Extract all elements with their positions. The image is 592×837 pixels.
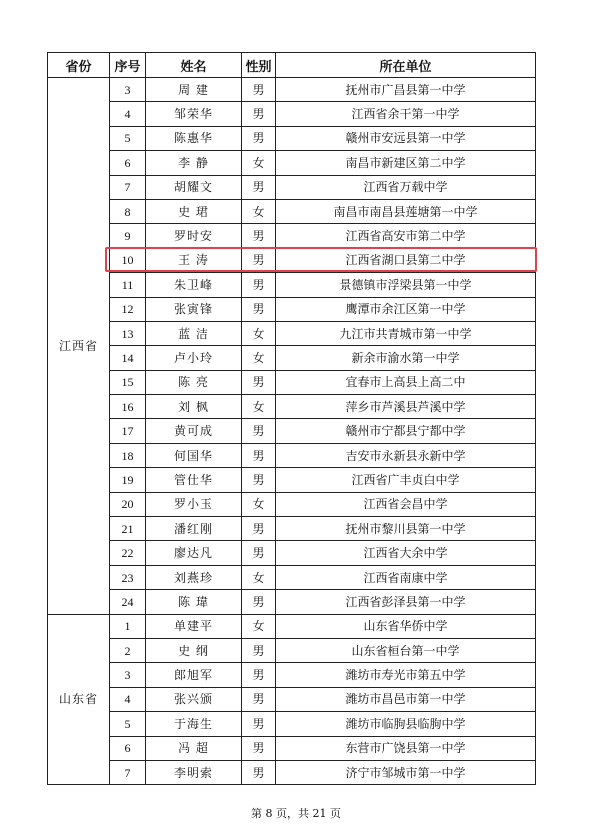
gender-cell: 男 [242, 175, 276, 199]
gender-cell: 女 [242, 395, 276, 419]
gender-cell: 女 [242, 199, 276, 223]
index-cell: 6 [110, 151, 146, 175]
gender-cell: 男 [242, 273, 276, 297]
name-cell: 史 珺 [146, 199, 242, 223]
unit-cell: 江西省大余中学 [276, 541, 536, 565]
province-cell: 山东省 [48, 614, 110, 785]
name-cell: 管仕华 [146, 468, 242, 492]
name-cell: 张寅锋 [146, 297, 242, 321]
name-cell: 于海生 [146, 712, 242, 736]
name-cell: 胡耀文 [146, 175, 242, 199]
index-cell: 24 [110, 590, 146, 614]
table-row [48, 565, 536, 589]
name-cell: 史 纲 [146, 638, 242, 662]
gender-cell: 男 [242, 517, 276, 541]
unit-cell: 江西省广丰贞白中学 [276, 468, 536, 492]
unit-cell: 宜春市上高县上高二中 [276, 370, 536, 394]
table-row [48, 395, 536, 419]
name-cell: 冯 超 [146, 736, 242, 760]
name-cell: 周 建 [146, 78, 242, 102]
index-cell: 11 [110, 273, 146, 297]
table-row [48, 736, 536, 760]
unit-cell: 江西省南康中学 [276, 565, 536, 589]
index-cell: 14 [110, 346, 146, 370]
name-cell: 蓝 洁 [146, 321, 242, 345]
gender-cell: 男 [242, 78, 276, 102]
gender-cell: 男 [242, 590, 276, 614]
name-cell: 王 涛 [146, 248, 242, 272]
table-row [48, 517, 536, 541]
table-row [48, 492, 536, 516]
gender-cell: 男 [242, 370, 276, 394]
index-cell: 21 [110, 517, 146, 541]
unit-cell: 新余市渝水第一中学 [276, 346, 536, 370]
table-row [48, 712, 536, 736]
gender-cell: 男 [242, 297, 276, 321]
name-cell: 陈 瑋 [146, 590, 242, 614]
unit-cell: 江西省彭泽县第一中学 [276, 590, 536, 614]
gender-cell: 女 [242, 321, 276, 345]
unit-cell: 抚州市广昌县第一中学 [276, 78, 536, 102]
index-cell: 8 [110, 199, 146, 223]
index-cell: 5 [110, 126, 146, 150]
index-cell: 13 [110, 321, 146, 345]
unit-cell: 潍坊市昌邑市第一中学 [276, 687, 536, 711]
roster-table [47, 52, 536, 785]
unit-cell: 山东省华侨中学 [276, 614, 536, 638]
index-cell: 18 [110, 443, 146, 467]
name-cell: 卢小玲 [146, 346, 242, 370]
gender-cell: 女 [242, 614, 276, 638]
gender-cell: 男 [242, 419, 276, 443]
table-row [48, 78, 536, 102]
unit-cell: 济宁市邹城市第一中学 [276, 760, 536, 784]
gender-cell: 男 [242, 638, 276, 662]
index-cell: 4 [110, 102, 146, 126]
table-row [48, 224, 536, 248]
index-cell: 7 [110, 760, 146, 784]
page-footer: 第 8 页，共 21 页 [251, 807, 341, 820]
index-cell: 3 [110, 663, 146, 687]
index-cell: 12 [110, 297, 146, 321]
table-row [48, 346, 536, 370]
index-cell: 19 [110, 468, 146, 492]
header-row [48, 53, 536, 78]
unit-cell: 萍乡市芦溪县芦溪中学 [276, 395, 536, 419]
index-cell: 1 [110, 614, 146, 638]
table-row [48, 273, 536, 297]
name-cell: 罗小玉 [146, 492, 242, 516]
gender-cell: 男 [242, 102, 276, 126]
unit-cell: 江西省万载中学 [276, 175, 536, 199]
name-cell: 张兴颁 [146, 687, 242, 711]
index-cell: 15 [110, 370, 146, 394]
table-row [48, 126, 536, 150]
name-cell: 廖达凡 [146, 541, 242, 565]
name-cell: 陈惠华 [146, 126, 242, 150]
unit-cell: 景德镇市浮梁县第一中学 [276, 273, 536, 297]
name-cell: 刘 枫 [146, 395, 242, 419]
gender-cell: 男 [242, 248, 276, 272]
gender-cell: 男 [242, 687, 276, 711]
unit-cell: 东营市广饶县第一中学 [276, 736, 536, 760]
table-row [48, 638, 536, 662]
index-cell: 4 [110, 687, 146, 711]
gender-cell: 男 [242, 736, 276, 760]
unit-cell: 赣州市安远县第一中学 [276, 126, 536, 150]
gender-cell: 男 [242, 443, 276, 467]
unit-cell: 潍坊市寿光市第五中学 [276, 663, 536, 687]
header-index: 序号 [110, 53, 146, 78]
header-gender: 性别 [242, 53, 276, 78]
index-cell: 23 [110, 565, 146, 589]
table-row-highlighted [48, 248, 536, 272]
gender-cell: 女 [242, 565, 276, 589]
index-cell: 17 [110, 419, 146, 443]
unit-cell: 江西省会昌中学 [276, 492, 536, 516]
name-cell: 黄可成 [146, 419, 242, 443]
gender-cell: 女 [242, 346, 276, 370]
index-cell: 22 [110, 541, 146, 565]
table-row [48, 102, 536, 126]
unit-cell: 赣州市宁都县宁都中学 [276, 419, 536, 443]
unit-cell: 江西省湖口县第二中学 [276, 248, 536, 272]
index-cell: 9 [110, 224, 146, 248]
unit-cell: 山东省桓台第一中学 [276, 638, 536, 662]
unit-cell: 九江市共青城市第一中学 [276, 321, 536, 345]
table-row [48, 687, 536, 711]
table-row [48, 151, 536, 175]
name-cell: 李 静 [146, 151, 242, 175]
table-row [48, 590, 536, 614]
gender-cell: 男 [242, 712, 276, 736]
header-unit: 所在单位 [276, 53, 536, 78]
index-cell: 10 [110, 248, 146, 272]
table-row [48, 419, 536, 443]
index-cell: 16 [110, 395, 146, 419]
unit-cell: 南昌市南昌县莲塘第一中学 [276, 199, 536, 223]
unit-cell: 南昌市新建区第二中学 [276, 151, 536, 175]
table-row [48, 468, 536, 492]
gender-cell: 男 [242, 468, 276, 492]
table-row [48, 199, 536, 223]
table-row [48, 321, 536, 345]
header-name: 姓名 [146, 53, 242, 78]
header-province: 省份 [48, 53, 110, 78]
unit-cell: 江西省高安市第二中学 [276, 224, 536, 248]
gender-cell: 男 [242, 126, 276, 150]
gender-cell: 男 [242, 663, 276, 687]
unit-cell: 潍坊市临朐县临朐中学 [276, 712, 536, 736]
name-cell: 罗时安 [146, 224, 242, 248]
table-row [48, 175, 536, 199]
name-cell: 朱卫峰 [146, 273, 242, 297]
unit-cell: 抚州市黎川县第一中学 [276, 517, 536, 541]
index-cell: 2 [110, 638, 146, 662]
index-cell: 3 [110, 78, 146, 102]
name-cell: 单建平 [146, 614, 242, 638]
index-cell: 5 [110, 712, 146, 736]
gender-cell: 男 [242, 224, 276, 248]
unit-cell: 鹰潭市余江区第一中学 [276, 297, 536, 321]
name-cell: 李明索 [146, 760, 242, 784]
table-row [48, 443, 536, 467]
name-cell: 潘红刚 [146, 517, 242, 541]
index-cell: 6 [110, 736, 146, 760]
province-cell: 江西省 [48, 78, 110, 615]
unit-cell: 吉安市永新县永新中学 [276, 443, 536, 467]
name-cell: 刘燕珍 [146, 565, 242, 589]
index-cell: 20 [110, 492, 146, 516]
name-cell: 何国华 [146, 443, 242, 467]
table-row [48, 370, 536, 394]
table-row [48, 760, 536, 784]
index-cell: 7 [110, 175, 146, 199]
name-cell: 陈 亮 [146, 370, 242, 394]
gender-cell: 女 [242, 151, 276, 175]
gender-cell: 男 [242, 541, 276, 565]
table-row [48, 297, 536, 321]
name-cell: 邹荣华 [146, 102, 242, 126]
table-row [48, 614, 536, 638]
table-row [48, 663, 536, 687]
roster-body [48, 78, 536, 785]
table-row [48, 541, 536, 565]
name-cell: 郎旭军 [146, 663, 242, 687]
gender-cell: 男 [242, 760, 276, 784]
gender-cell: 女 [242, 492, 276, 516]
unit-cell: 江西省余干第一中学 [276, 102, 536, 126]
